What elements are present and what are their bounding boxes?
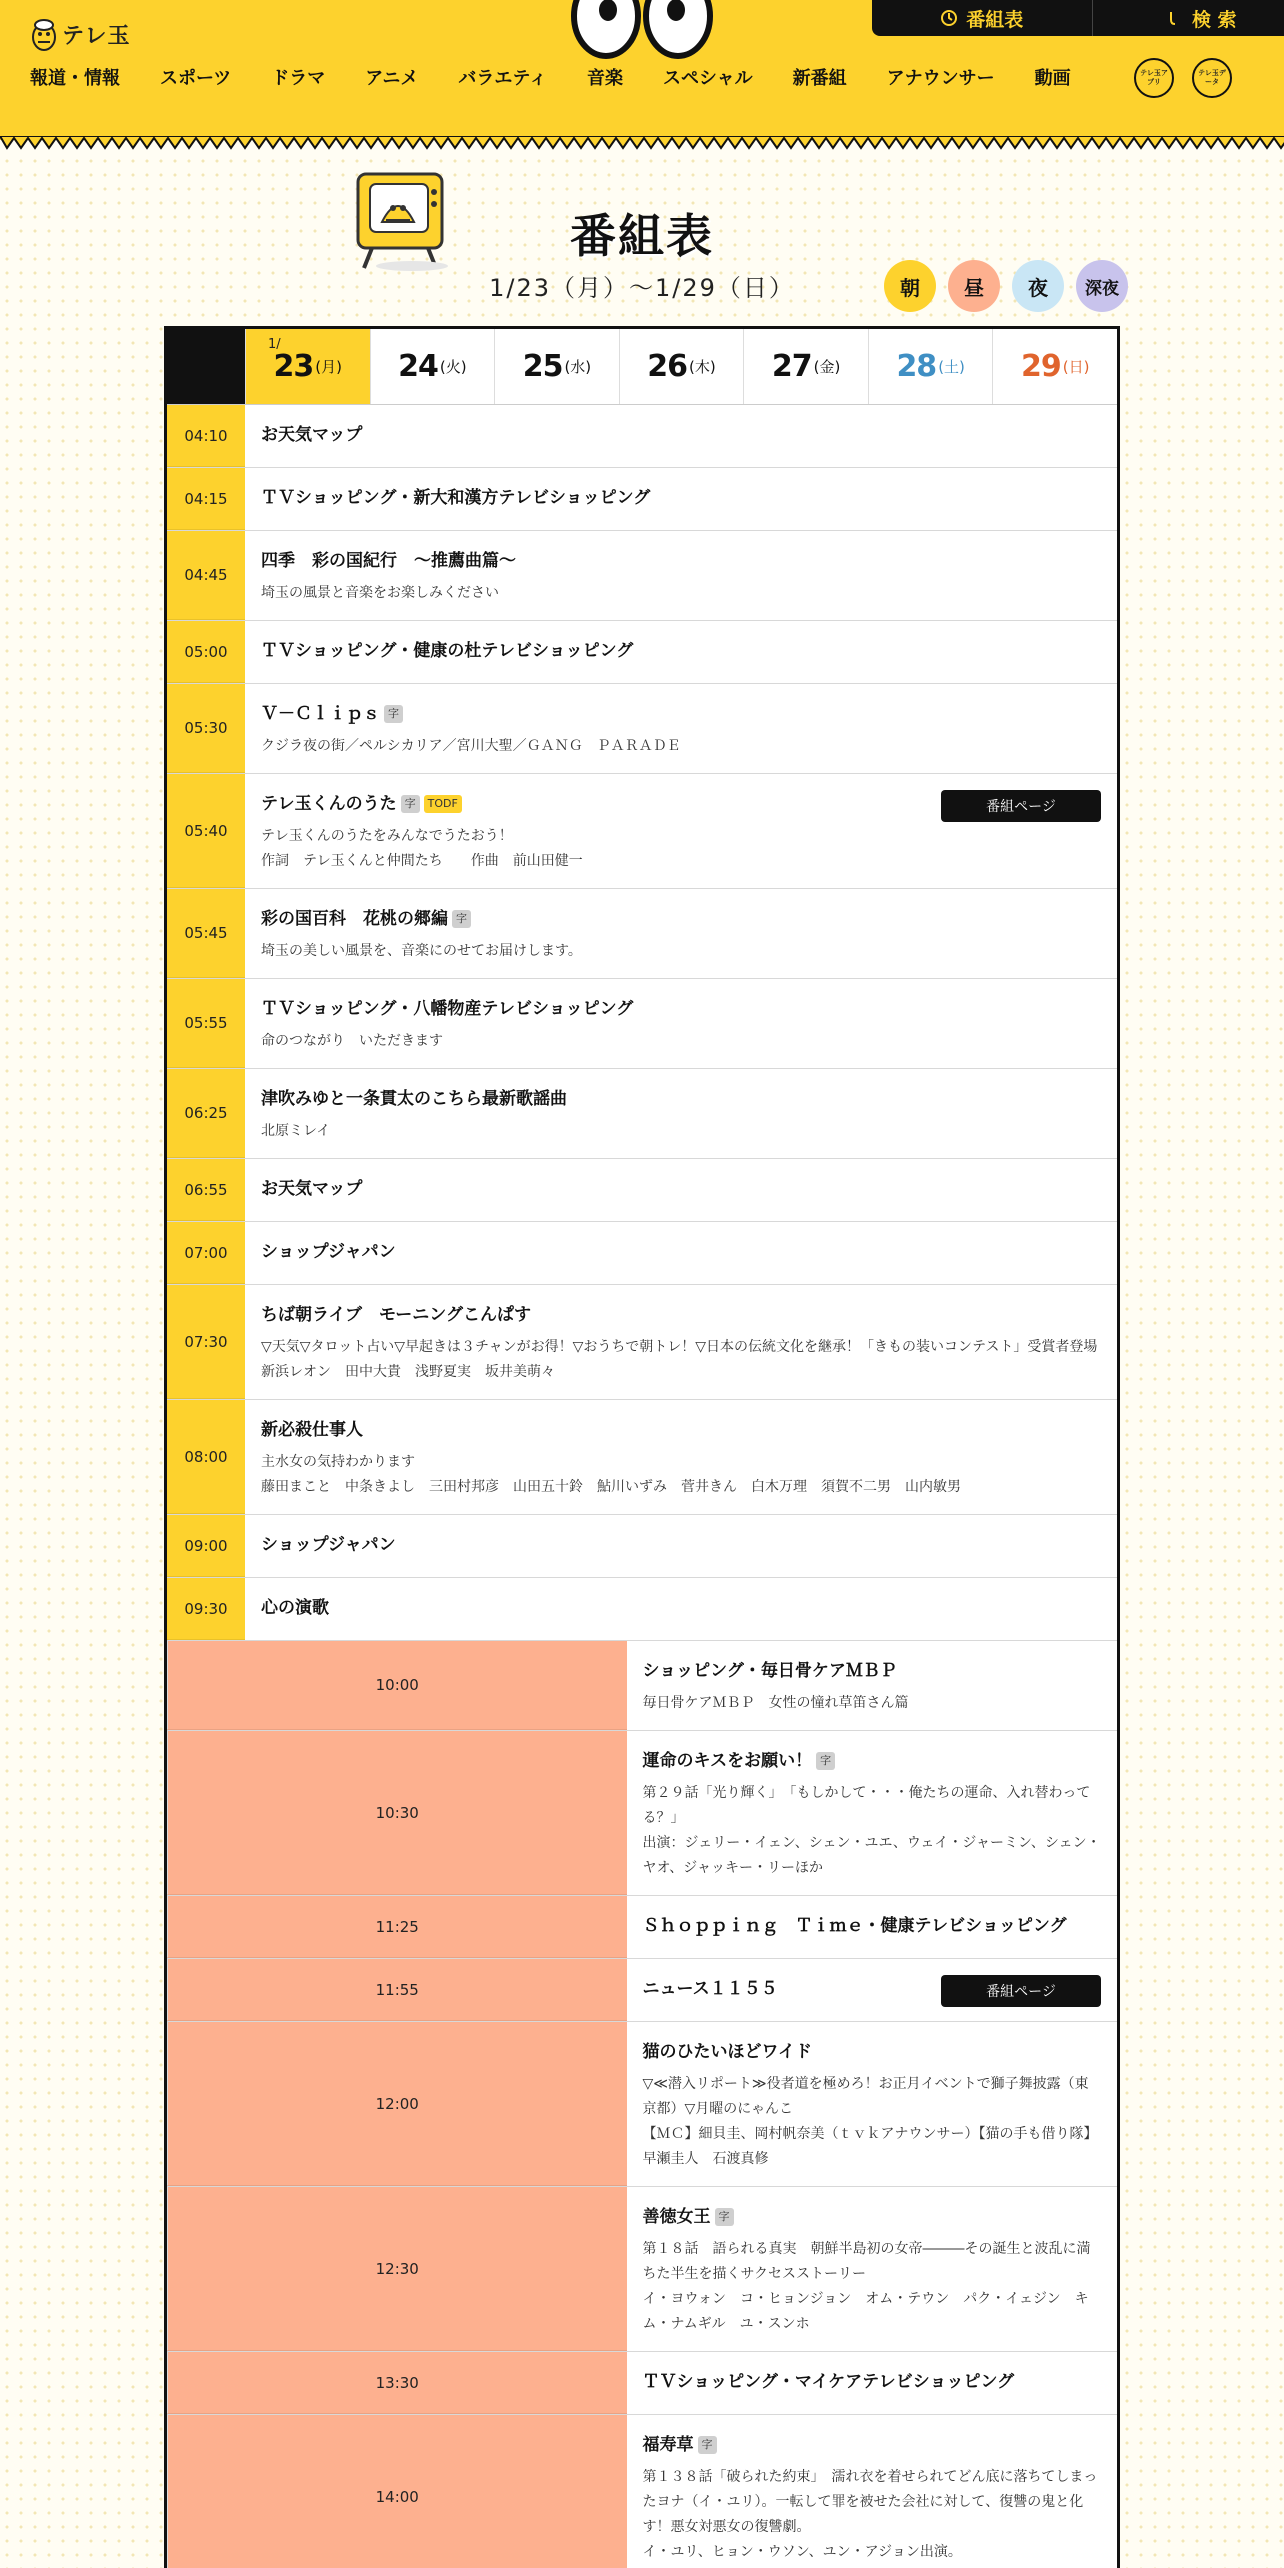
program-cell[interactable] <box>245 1222 1117 1284</box>
tod-daytime-button[interactable]: 昼 <box>948 260 1000 312</box>
nav-item-new-programs[interactable]: 新番組 <box>792 68 847 89</box>
program-time: 05:55 <box>167 979 245 1068</box>
program-time: 10:00 <box>167 1641 627 1730</box>
program-page-button[interactable]: 番組ページ <box>941 1975 1101 2007</box>
program-row <box>167 979 1117 1069</box>
program-title-line <box>261 1596 1101 1620</box>
program-cell[interactable] <box>627 1641 1118 1730</box>
program-title-line <box>261 1240 1101 1264</box>
day-number: 26 <box>647 349 688 384</box>
program-row <box>167 1400 1117 1515</box>
nav-item-anime[interactable]: アニメ <box>365 68 419 89</box>
program-description-line: 新浜レオン 田中大貴 浅野夏実 坂井美萌々 <box>261 1364 555 1380</box>
mascot-eyes-icon <box>568 0 716 64</box>
nav-item-drama[interactable]: ドラマ <box>271 68 326 89</box>
search-button-label: 検 索 <box>1191 8 1237 31</box>
program-title[interactable]: ＴＶショッピング・マイケアテレビショッピング <box>642 2372 1015 2392</box>
program-row <box>167 2415 1117 2568</box>
day-weekday: (水) <box>564 358 592 376</box>
program-row <box>167 2022 1117 2187</box>
program-row <box>167 1641 1117 1731</box>
program-cell[interactable] <box>245 1578 1117 1640</box>
program-title[interactable]: 善徳女王 <box>642 2207 711 2227</box>
day-tab-28[interactable] <box>868 329 993 404</box>
program-description-line: 【ＭＣ】細貝圭、岡村帆奈美（ｔｖｋアナウンサー）【猫の手も借り隊】早瀬圭人 石渡真修 <box>642 2126 1098 2167</box>
program-title[interactable]: 新必殺仕事人 <box>261 1420 363 1440</box>
program-title-line <box>261 1087 1101 1111</box>
program-title[interactable]: 運命のキスをお願い！ <box>642 1751 813 1771</box>
program-row <box>167 1222 1117 1285</box>
program-cell[interactable] <box>245 405 1117 467</box>
program-description-line: ▽天気▽タロット占い▽早起きは３チャンがお得！▽おうちで朝トレ！▽日本の伝統文化を継承！「きもの装いコンテスト」受賞者登場 <box>261 1339 1098 1355</box>
time-of-day-selector <box>884 260 1128 312</box>
program-description <box>261 1335 1101 1385</box>
program-time: 11:25 <box>167 1896 627 1958</box>
program-cell[interactable] <box>245 979 1117 1068</box>
program-time: 09:30 <box>167 1578 245 1640</box>
program-time: 10:30 <box>167 1731 627 1895</box>
program-cell[interactable] <box>245 468 1117 530</box>
program-time: 06:55 <box>167 1159 245 1221</box>
program-description-line: イ・ヨウォン コ・ヒョンジョン オム・テウン パク・イェジン キム・ナムギル ユ・スンホ <box>642 2291 1089 2332</box>
day-tab-24[interactable] <box>370 329 495 404</box>
program-title-line <box>261 423 1101 447</box>
program-row <box>167 2352 1117 2415</box>
program-row <box>167 468 1117 531</box>
program-row <box>167 684 1117 774</box>
program-cell[interactable] <box>245 1285 1117 1399</box>
program-title[interactable]: ＴＶショッピング・八幡物産テレビショッピング <box>261 999 634 1019</box>
program-description-line: 作詞 テレ玉くんと仲間たち 作曲 前山田健一 <box>261 853 583 869</box>
schedule-button-label: 番組表 <box>966 8 1024 31</box>
program-cell[interactable] <box>245 531 1117 620</box>
program-title-line <box>643 2040 1102 2064</box>
program-description-line: 毎日骨ケアＭＢＰ 女性の憧れ草笛さん篇 <box>642 1695 909 1711</box>
program-title[interactable]: ＴＶショッピング・健康の杜テレビショッピング <box>261 641 634 661</box>
program-time: 12:00 <box>167 2022 627 2186</box>
day-tab-27[interactable] <box>743 329 868 404</box>
day-weekday: (金) <box>813 358 841 376</box>
program-cell[interactable] <box>245 684 1117 773</box>
tod-late-night-button[interactable]: 深夜 <box>1076 260 1128 312</box>
day-tab-29[interactable] <box>992 329 1117 404</box>
nav-item-sports[interactable]: スポーツ <box>160 68 232 89</box>
program-description <box>643 1781 1102 1881</box>
program-row <box>167 1069 1117 1159</box>
program-description <box>261 1029 1101 1054</box>
mascot-app-icon[interactable]: テレ玉アプリ <box>1134 58 1174 98</box>
program-description <box>261 1450 1101 1500</box>
program-time: 05:40 <box>167 774 245 888</box>
program-time: 09:00 <box>167 1515 245 1577</box>
program-cell[interactable] <box>627 2415 1118 2568</box>
program-cell[interactable] <box>245 889 1117 978</box>
program-title-line <box>643 1659 1102 1683</box>
tod-night-button[interactable]: 夜 <box>1012 260 1064 312</box>
date-range: 1/23（月）〜1/29（日） <box>489 274 795 302</box>
day-header-row <box>167 329 1117 405</box>
program-title-line <box>643 1914 1102 1938</box>
program-row <box>167 1578 1117 1641</box>
todf-badge: TODF <box>424 795 462 813</box>
program-row <box>167 889 1117 979</box>
program-title[interactable]: ニュース１１５５ <box>642 1979 778 1999</box>
schedule-button[interactable] <box>872 0 1092 36</box>
program-description-line: 命のつながり いただきます <box>261 1033 443 1049</box>
day-number: 27 <box>771 349 812 384</box>
program-description-line: ▽≪潜入リポート≫役者道を極めろ！お正月イベントで獅子舞披露（東京都）▽月曜のにゃんこ <box>642 2076 1089 2117</box>
program-cell[interactable] <box>245 1159 1117 1221</box>
day-number: 25 <box>522 349 563 384</box>
program-row <box>167 531 1117 621</box>
header-corner <box>167 329 245 404</box>
program-row <box>167 621 1117 684</box>
program-description-line: クジラ夜の街／ペルシカリア／宮川大聖／ＧＡＮＧ ＰＡＲＡＤＥ <box>261 738 681 754</box>
program-title-line <box>643 2205 1102 2229</box>
program-description <box>643 2237 1102 2337</box>
program-title-line <box>261 702 1101 726</box>
program-title-line <box>261 1177 1101 1201</box>
program-description-line: 主水女の気持わかります <box>261 1454 415 1470</box>
program-description-line: 北原ミレイ <box>261 1123 331 1139</box>
day-weekday: (日) <box>1062 358 1090 376</box>
program-cell[interactable] <box>627 1731 1118 1895</box>
page-title: 番組表 <box>570 209 714 263</box>
program-description-line: 第１３８話「破られた約束」 濡れ衣を着せられてどん底に落ちてしまったヨナ（イ・ユリ）。一転して罪を被せた会社に対して、復讐の鬼と化す！悪女対悪女の復讐劇。 <box>642 2469 1098 2535</box>
program-row <box>167 1159 1117 1222</box>
program-description-line: テレ玉くんのうたをみんなでうたおう！ <box>261 828 513 844</box>
program-title[interactable]: 彩の国百科 花桃の郷編 <box>261 909 448 929</box>
search-button[interactable] <box>1092 0 1284 36</box>
day-number: 24 <box>398 349 438 384</box>
program-cell[interactable] <box>627 2022 1118 2186</box>
program-title-line <box>261 1533 1101 1557</box>
day-weekday: (土) <box>938 358 965 376</box>
program-title-line <box>261 1418 1101 1442</box>
program-description <box>261 824 1101 874</box>
program-time: 04:10 <box>167 405 245 467</box>
program-title[interactable]: 福寿草 <box>642 2435 694 2455</box>
program-row <box>167 1896 1117 1959</box>
clock-icon <box>940 9 958 27</box>
header-zigzag-border <box>0 136 1284 150</box>
program-title[interactable]: お天気マップ <box>261 425 363 445</box>
nav-item-special[interactable]: スペシャル <box>662 68 753 89</box>
tod-morning-button[interactable]: 朝 <box>884 260 936 312</box>
program-title[interactable]: ショッピング・毎日骨ケアＭＢＰ <box>642 1661 897 1681</box>
program-row <box>167 2187 1117 2352</box>
program-cell[interactable] <box>627 1959 1118 2021</box>
day-tab-23[interactable] <box>245 329 370 404</box>
program-description <box>643 2465 1102 2565</box>
subtitle-badge: 字 <box>401 795 420 813</box>
program-time: 05:30 <box>167 684 245 773</box>
program-time: 13:30 <box>167 2352 627 2414</box>
program-time: 05:45 <box>167 889 245 978</box>
program-title[interactable]: ちば朝ライブ モーニングこんぱす <box>261 1305 531 1325</box>
program-row <box>167 1515 1117 1578</box>
subtitle-badge: 字 <box>816 1752 835 1770</box>
top-button-bar <box>872 0 1284 36</box>
day-month: 1/ <box>268 337 281 352</box>
program-description <box>261 734 1101 759</box>
program-time: 04:15 <box>167 468 245 530</box>
program-description-line: 第１８話 語られる真実 朝鮮半島初の女帝―――その誕生と波乱に満ちた半生を描くサクセスストーリー <box>642 2241 1091 2282</box>
day-number: 23 <box>273 349 314 384</box>
program-cell[interactable] <box>245 1069 1117 1158</box>
main-nav <box>30 64 1111 90</box>
program-time: 07:30 <box>167 1285 245 1399</box>
program-title-line <box>261 997 1101 1021</box>
program-time: 08:00 <box>167 1400 245 1514</box>
logo-text: テレ玉 <box>62 23 131 49</box>
search-icon <box>1168 10 1184 26</box>
program-cell[interactable] <box>245 1400 1117 1514</box>
day-number: 29 <box>1021 349 1061 384</box>
day-weekday: (木) <box>689 358 716 376</box>
program-cell[interactable] <box>245 774 1117 888</box>
day-weekday: (火) <box>439 358 467 376</box>
program-title[interactable]: ショップジャパン <box>261 1242 396 1262</box>
day-tab-26[interactable] <box>619 329 744 404</box>
program-description-line: 出演：ジェリー・イェン、シェン・ユエ、ウェイ・ジャーミン、シェン・ヤオ、ジャッキー・リーほか <box>642 1835 1101 1876</box>
program-cell[interactable] <box>245 621 1117 683</box>
program-description <box>261 939 1101 964</box>
nav-item-videos[interactable]: 動画 <box>1034 68 1071 89</box>
program-description-line: 藤田まこと 中条きよし 三田村邦彦 山田五十鈴 鮎川いずみ 菅井きん 白木万理 須賀不二男 山内敏男 <box>261 1479 961 1495</box>
program-cell[interactable] <box>627 1896 1118 1958</box>
nav-item-variety[interactable]: バラエティ <box>458 68 547 89</box>
nav-item-announcers[interactable]: アナウンサー <box>886 68 995 89</box>
program-time: 04:45 <box>167 531 245 620</box>
site-logo[interactable] <box>30 16 131 52</box>
program-title-line <box>643 1749 1102 1773</box>
program-title[interactable]: 四季 彩の国紀行 ～推薦曲篇～ <box>261 551 516 571</box>
day-tab-25[interactable] <box>494 329 619 404</box>
program-title[interactable]: お天気マップ <box>261 1179 363 1199</box>
program-row <box>167 1959 1117 2022</box>
subtitle-badge: 字 <box>715 2208 734 2226</box>
program-time: 11:55 <box>167 1959 627 2021</box>
subtitle-badge: 字 <box>452 910 471 928</box>
program-title-line <box>261 639 1101 663</box>
subtitle-badge: 字 <box>384 705 403 723</box>
program-title[interactable]: Ｖ－Ｃｌｉｐｓ <box>261 704 380 724</box>
program-title-line <box>643 2433 1102 2457</box>
nav-item-news[interactable]: 報道・情報 <box>30 68 120 89</box>
program-time: 05:00 <box>167 621 245 683</box>
program-description-line: イ・ユリ、ヒョン・ウソン、ユン・アジョン出演。 <box>642 2544 962 2560</box>
program-page-button[interactable]: 番組ページ <box>941 790 1101 822</box>
schedule-table <box>164 326 1120 2568</box>
program-row <box>167 1731 1117 1896</box>
data-broadcast-icon[interactable]: テレ玉データ <box>1192 58 1232 98</box>
program-title-line <box>261 486 1101 510</box>
program-title[interactable]: 心の演歌 <box>261 1598 329 1618</box>
program-time: 14:00 <box>167 2415 627 2568</box>
program-time: 07:00 <box>167 1222 245 1284</box>
program-description-line: 埼玉の美しい風景を、音楽にのせてお届けします。 <box>261 943 582 959</box>
program-row <box>167 774 1117 889</box>
program-title[interactable]: 猫のひたいほどワイド <box>642 2042 812 2062</box>
nav-item-music[interactable]: 音楽 <box>586 68 623 89</box>
subtitle-badge: 字 <box>698 2436 717 2454</box>
program-cell[interactable] <box>245 1515 1117 1577</box>
day-number: 28 <box>896 349 937 384</box>
program-title-line <box>261 1303 1101 1327</box>
program-time: 12:30 <box>167 2187 627 2351</box>
program-title[interactable]: テレ玉くんのうた <box>261 794 397 814</box>
program-description <box>643 1691 1102 1716</box>
program-row <box>167 1285 1117 1400</box>
program-title[interactable]: Ｓｈｏｐｐｉｎｇ Ｔｉｍｅ・健康テレビショッピング <box>642 1916 1067 1936</box>
program-title[interactable]: 津吹みゆと一条貫太のこちら最新歌謡曲 <box>261 1089 567 1109</box>
program-description-line: 埼玉の風景と音楽をお楽しみください <box>261 585 499 601</box>
program-description <box>261 581 1101 606</box>
nav-icon-group <box>1134 58 1232 98</box>
program-title-line <box>261 549 1101 573</box>
program-time: 06:25 <box>167 1069 245 1158</box>
program-title[interactable]: ＴＶショッピング・新大和漢方テレビショッピング <box>261 488 651 508</box>
day-weekday: (月) <box>315 358 343 376</box>
site-header <box>0 0 1284 140</box>
program-cell[interactable] <box>627 2352 1118 2414</box>
program-row <box>167 405 1117 468</box>
program-cell[interactable] <box>627 2187 1118 2351</box>
program-title[interactable]: ショップジャパン <box>261 1535 396 1555</box>
program-description <box>643 2072 1102 2172</box>
program-description-line: 第２９話「光り輝く」 「もしかして・・・俺たちの運命、入れ替わってる？」 <box>642 1785 1091 1826</box>
program-description <box>261 1119 1101 1144</box>
program-title-line <box>643 2370 1102 2394</box>
mascot-logo-icon <box>30 16 58 52</box>
program-title-line <box>261 907 1101 931</box>
